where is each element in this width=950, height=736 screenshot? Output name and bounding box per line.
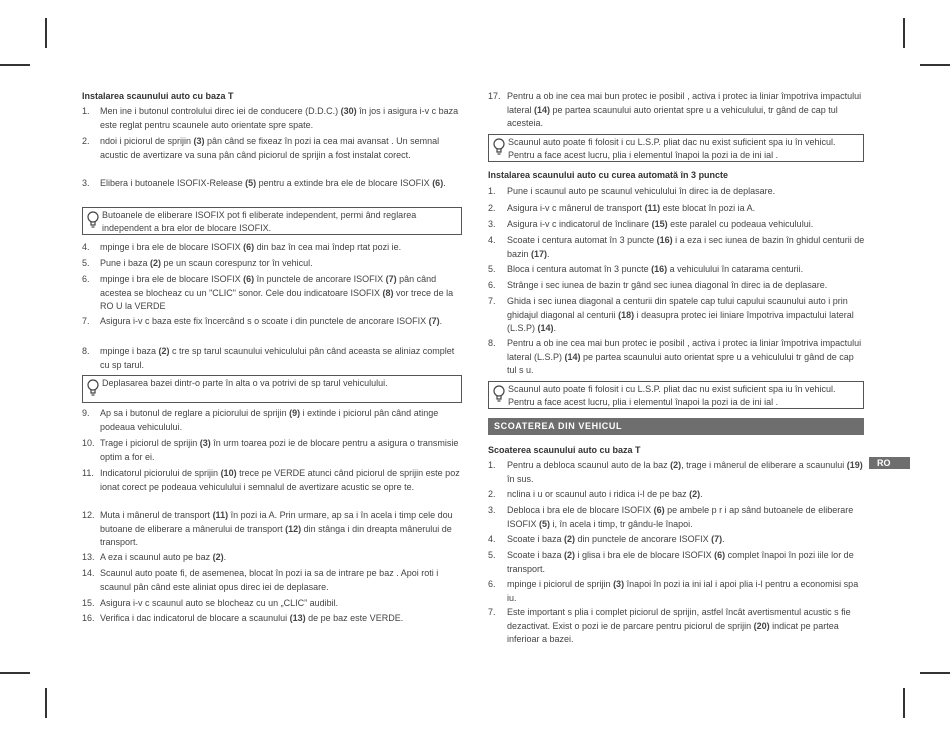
list-item: 17. Pentru a ob ine cea mai bun protec ie posibil , activa i protec ia liniar împotriva impactului lateral (14) pe partea scaunului auto orientat spre u a vehiculului, tr gând de cap tul acesteia. — [488, 91, 862, 129]
crop-mark-top-right — [903, 18, 905, 48]
section-heading: Scoaterea scaunului auto cu baza T — [488, 445, 641, 455]
list-item: 9. Ap sa i butonul de reglare a piciorului de sprijin (9) i extinde i piciorul pân când atinge podeaua vehiculului. — [82, 408, 439, 432]
lightbulb-icon — [86, 379, 100, 397]
list-item: 8. mpinge i baza (2) c tre sp tarul scaunului vehiculului pân când aceasta se aliniaz complet cu sp tarul. — [82, 346, 455, 370]
list-item: 1. Pentru a debloca scaunul auto de la baz (2), trage i mânerul de eliberare a scaunului (19) în sus. — [488, 460, 863, 484]
crop-mark-bottom-left-h — [0, 672, 30, 674]
language-tab: RO — [869, 457, 910, 469]
list-item: 15. Asigura i-v c scaunul auto se blocheaz cu un „CLIC” audibil. — [82, 598, 339, 608]
list-item: 7. Este important s plia i complet piciorul de sprijin, astfel încât avertismentul acustic s fie dezactivat. Exist o pozi ie de parcare pentru piciorul de sprijin (20) indicat pe partea inferioar a bazei. — [488, 607, 851, 645]
list-item: 5. Bloca i centura automat în 3 puncte (16) a vehiculului în catarama centurii. — [488, 264, 804, 274]
section-heading: Instalarea scaunului auto cu baza T — [82, 91, 234, 101]
list-item: 5. Scoate i baza (2) i glisa i bra ele de blocare ISOFIX (6) complet înapoi în pozi iile lor de transport. — [488, 550, 854, 574]
list-item: 7. Asigura i-v c baza este fix încercând s o scoate i din punctele de ancorare ISOFIX (7). — [82, 316, 443, 326]
list-item: 14. Scaunul auto poate fi, de asemenea, blocat în pozi ia sa de intrare pe baz . Apoi roti i scaunul pân când este aliniat opus direc iei de deplasare. — [82, 568, 439, 592]
info-note: Scaunul auto poate fi folosit i cu L.S.P. pliat dac nu exist suficient spa iu în vehicul. Pentru a face acest lucru, plia i elementul înapoi la pozi ia de ini ial . — [488, 381, 864, 409]
crop-mark-top-right-h — [920, 64, 950, 66]
list-item: 1. Pune i scaunul auto pe scaunul vehiculului în direc ia de deplasare. — [488, 186, 776, 196]
list-item: 2. ndoi i piciorul de sprijin (3) pân când se fixeaz în pozi ia cea mai avansat . Un semnal acustic de avertizare va suna pân când piciorul de sprijin a fost instalat corect. — [82, 136, 440, 160]
list-item: 3. Asigura i-v c indicatorul de înclinare (15) este paralel cu podeaua vehiculului. — [488, 219, 814, 229]
list-item: 2. nclina i u or scaunul auto i ridica i-l de pe baz (2). — [488, 489, 703, 499]
crop-mark-bottom-right — [903, 688, 905, 718]
list-item: 8. Pentru a ob ine cea mai bun protec ie posibil , activa i protec ia liniar împotriva impactului lateral (L.S.P) (14) pe partea scaunului auto orientat spre u a vehiculului tr gând de cap tul s u. — [488, 338, 862, 376]
list-item: 16. Verifica i dac indicatorul de blocare a scaunului (13) de pe baz este VERDE. — [82, 613, 404, 623]
list-item: 11. Indicatorul piciorului de sprijin (10) trece pe VERDE atunci când piciorul de sprijin este poz ionat corect pe podeaua vehiculului i semnalul de avertizare acustic se opre te. — [82, 468, 460, 492]
list-item: 6. mpinge i bra ele de blocare ISOFIX (6) în punctele de ancorare ISOFIX (7) pân când acestea se blocheaz cu un "CLIC" sonor. Cele dou indicatoare ISOFIX (8) vor trece de la RO U la VERDE — [82, 274, 454, 312]
list-item: 4. Scoate i centura automat în 3 puncte (16) i a eza i sec iunea de bazin în ghidul centurii de bazin (17). — [488, 235, 865, 259]
info-note: Deplasarea bazei dintr-o parte în alta o va potrivi de sp tarul vehiculului. — [82, 375, 462, 403]
lightbulb-icon — [492, 385, 506, 403]
list-item: 5. Pune i baza (2) pe un scaun corespunz tor în vehicul. — [82, 258, 313, 268]
section-banner: SCOATEREA DIN VEHICUL — [488, 418, 864, 435]
info-note: Scaunul auto poate fi folosit i cu L.S.P. pliat dac nu exist suficient spa iu în vehicul. Pentru a face acest lucru, plia i elementul înapoi la pozi ia de ini ial . — [488, 134, 864, 162]
crop-mark-top-left — [45, 18, 47, 48]
list-item: 4. mpinge i bra ele de blocare ISOFIX (6) din baz în cea mai îndep rtat pozi ie. — [82, 242, 402, 252]
list-item: 1. Men ine i butonul controlului direc iei de conducere (D.D.C.) (30) în jos i asigura i-v c baza este reglat pentru scaunele auto orientate spre spate. — [82, 106, 459, 130]
list-item: 3. Elibera i butoanele ISOFIX-Release (5) pentru a extinde bra ele de blocare ISOFIX (6). — [82, 178, 446, 188]
list-item: 13. A eza i scaunul auto pe baz (2). — [82, 552, 227, 562]
list-item: 3. Debloca i bra ele de blocare ISOFIX (6) pe ambele p r i ap sând butoanele de eliberare ISOFIX (5) i, în acela i timp, tr gându-le înapoi. — [488, 505, 854, 529]
crop-mark-top-left-h — [0, 64, 30, 66]
section-heading: Instalarea scaunului auto cu curea automată în 3 puncte — [488, 170, 729, 180]
crop-mark-bottom-right-h — [920, 672, 950, 674]
list-item: 6. mpinge i piciorul de sprijin (3) înapoi în pozi ia ini ial i apoi plia i-l pentru a economisi spa iu. — [488, 579, 859, 603]
lightbulb-icon — [492, 138, 506, 156]
lightbulb-icon — [86, 211, 100, 229]
list-item: 4. Scoate i baza (2) din punctele de ancorare ISOFIX (7). — [488, 534, 725, 544]
info-note: Butoanele de eliberare ISOFIX pot fi eliberate independent, permi ând reglarea independent a bra elor de blocare ISOFIX. — [82, 207, 462, 235]
list-item: 7. Ghida i sec iunea diagonal a centurii din spatele cap tului capului scaunului auto i prin ghidajul diagonal al centurii (18) i deasupra protec iei liniare împotriva impactului lateral (L.S.P) (14). — [488, 296, 854, 334]
crop-mark-bottom-left — [45, 688, 47, 718]
list-item: 12. Muta i mânerul de transport (11) în pozi ia A. Prin urmare, ap sa i în acela i timp cele dou butoane de eliberare a mânerului de transport (12) din stânga i din dreapta mânerului de transport. — [82, 510, 453, 548]
list-item: 10. Trage i piciorul de sprijin (3) în urm toarea pozi ie de blocare pentru a asigura o transmisie optim a for ei. — [82, 438, 459, 462]
list-item: 6. Strânge i sec iunea de bazin tr gând sec iunea diagonal în direc ia de deplasare. — [488, 280, 828, 290]
list-item: 2. Asigura i-v c mânerul de transport (11) este blocat în pozi ia A. — [488, 203, 756, 213]
